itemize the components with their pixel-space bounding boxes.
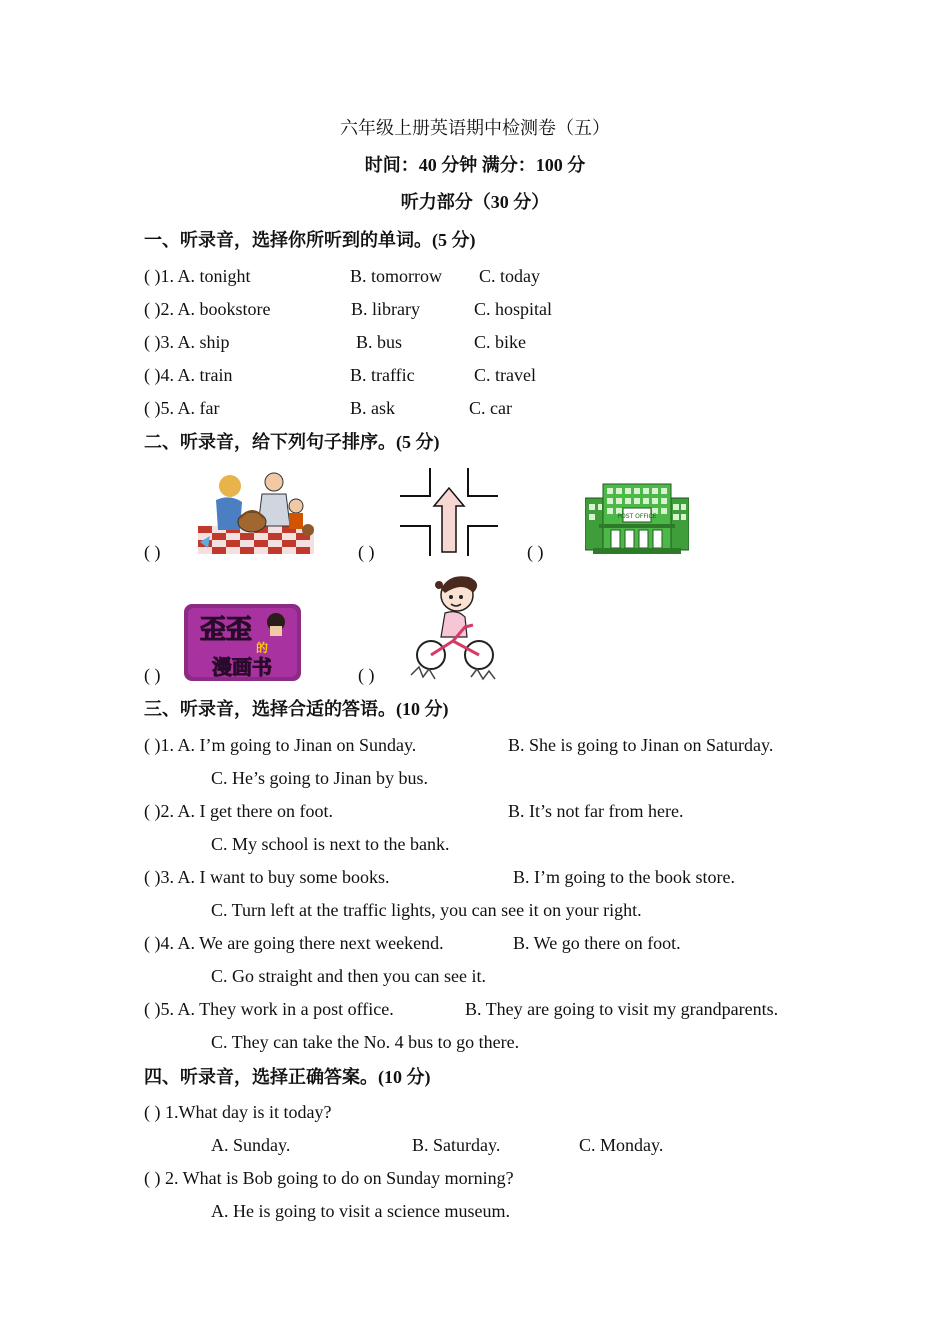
- comic-book-image: [184, 604, 301, 686]
- paper-title: 六年级上册英语期中检测卷（五）: [340, 118, 610, 138]
- section3-heading: 三、听录音，选择合适的答语。(10 分): [144, 699, 449, 719]
- question-text: ( )1. A. I’m going to Jinan on Sunday.: [144, 735, 417, 755]
- question-text: ( ) 1.What day is it today?: [144, 1102, 332, 1122]
- question-text: ( )5. A. far: [144, 398, 220, 418]
- option-c: C. My school is next to the bank.: [211, 834, 450, 854]
- section2-heading: 二、听录音，给下列句子排序。(5 分): [144, 432, 440, 452]
- question-text: ( )2. A. I get there on foot.: [144, 801, 333, 821]
- question-text: ( )4. A. train: [144, 365, 233, 385]
- answer-blank: ( ): [358, 542, 375, 562]
- question-text: ( )2. A. bookstore: [144, 299, 271, 319]
- option-c: C. travel: [474, 365, 536, 385]
- question-text: ( )4. A. We are going there next weekend.: [144, 933, 444, 953]
- time-score-line: 时间：40 分钟 满分：100 分: [364, 155, 586, 175]
- answer-blank: ( ): [144, 542, 161, 562]
- comic-title-line3: 漫画书: [212, 655, 272, 679]
- section4-heading: 四、听录音，选择正确答案。(10 分): [144, 1067, 431, 1087]
- comic-title-line2: 的: [255, 641, 269, 655]
- answer-blank: ( ): [527, 542, 544, 562]
- question-text: ( )3. A. I want to buy some books.: [144, 867, 390, 887]
- option-b: B. I’m going to the book store.: [513, 867, 735, 887]
- option-b: B. She is going to Jinan on Saturday.: [508, 735, 774, 755]
- option-a: A. Sunday.: [211, 1135, 291, 1155]
- option-c: C. He’s going to Jinan by bus.: [211, 768, 429, 788]
- post-office-building-image: [585, 480, 689, 561]
- section1-heading: 一、听录音，选择你所听到的单词。(5 分): [144, 230, 476, 250]
- option-c: C. They can take the No. 4 bus to go there.: [211, 1032, 520, 1052]
- question-text: ( )1. A. tonight: [144, 266, 251, 286]
- option-b: B. They are going to visit my grandparents.: [465, 999, 779, 1019]
- option-c: C. bike: [474, 332, 526, 352]
- option-b: B. traffic: [350, 365, 415, 385]
- comic-title-line1: 歪歪: [199, 615, 253, 645]
- option-b: B. ask: [350, 398, 395, 418]
- answer-blank: ( ): [358, 665, 375, 685]
- option-b: B. It’s not far from here.: [508, 801, 684, 821]
- option-c: C. Go straight and then you can see it.: [211, 966, 486, 986]
- option-b: B. Saturday.: [412, 1135, 501, 1155]
- option-c: C. Turn left at the traffic lights, you can see it on your right.: [211, 900, 642, 920]
- option-b: B. bus: [356, 332, 403, 352]
- option-a: A. He is going to visit a science museum.: [211, 1201, 510, 1221]
- option-b: B. We go there on foot.: [513, 933, 681, 953]
- option-c: C. car: [469, 398, 512, 418]
- listening-part-title: 听力部分（30 分）: [400, 192, 550, 212]
- question-text: ( )5. A. They work in a post office.: [144, 999, 394, 1019]
- go-straight-sign-image: [398, 466, 500, 563]
- question-text: ( )3. A. ship: [144, 332, 230, 352]
- picnic-family-image: [192, 466, 320, 563]
- option-b: B. tomorrow: [350, 266, 442, 286]
- question-text: ( ) 2. What is Bob going to do on Sunday morning?: [144, 1168, 514, 1188]
- option-c: C. hospital: [474, 299, 553, 319]
- option-c: C. Monday.: [579, 1135, 664, 1155]
- girl-riding-bike-image: [405, 571, 501, 686]
- post-office-sign: POST OFFICE: [617, 513, 657, 520]
- option-c: C. today: [479, 266, 540, 286]
- option-b: B. library: [351, 299, 420, 319]
- answer-blank: ( ): [144, 665, 161, 685]
